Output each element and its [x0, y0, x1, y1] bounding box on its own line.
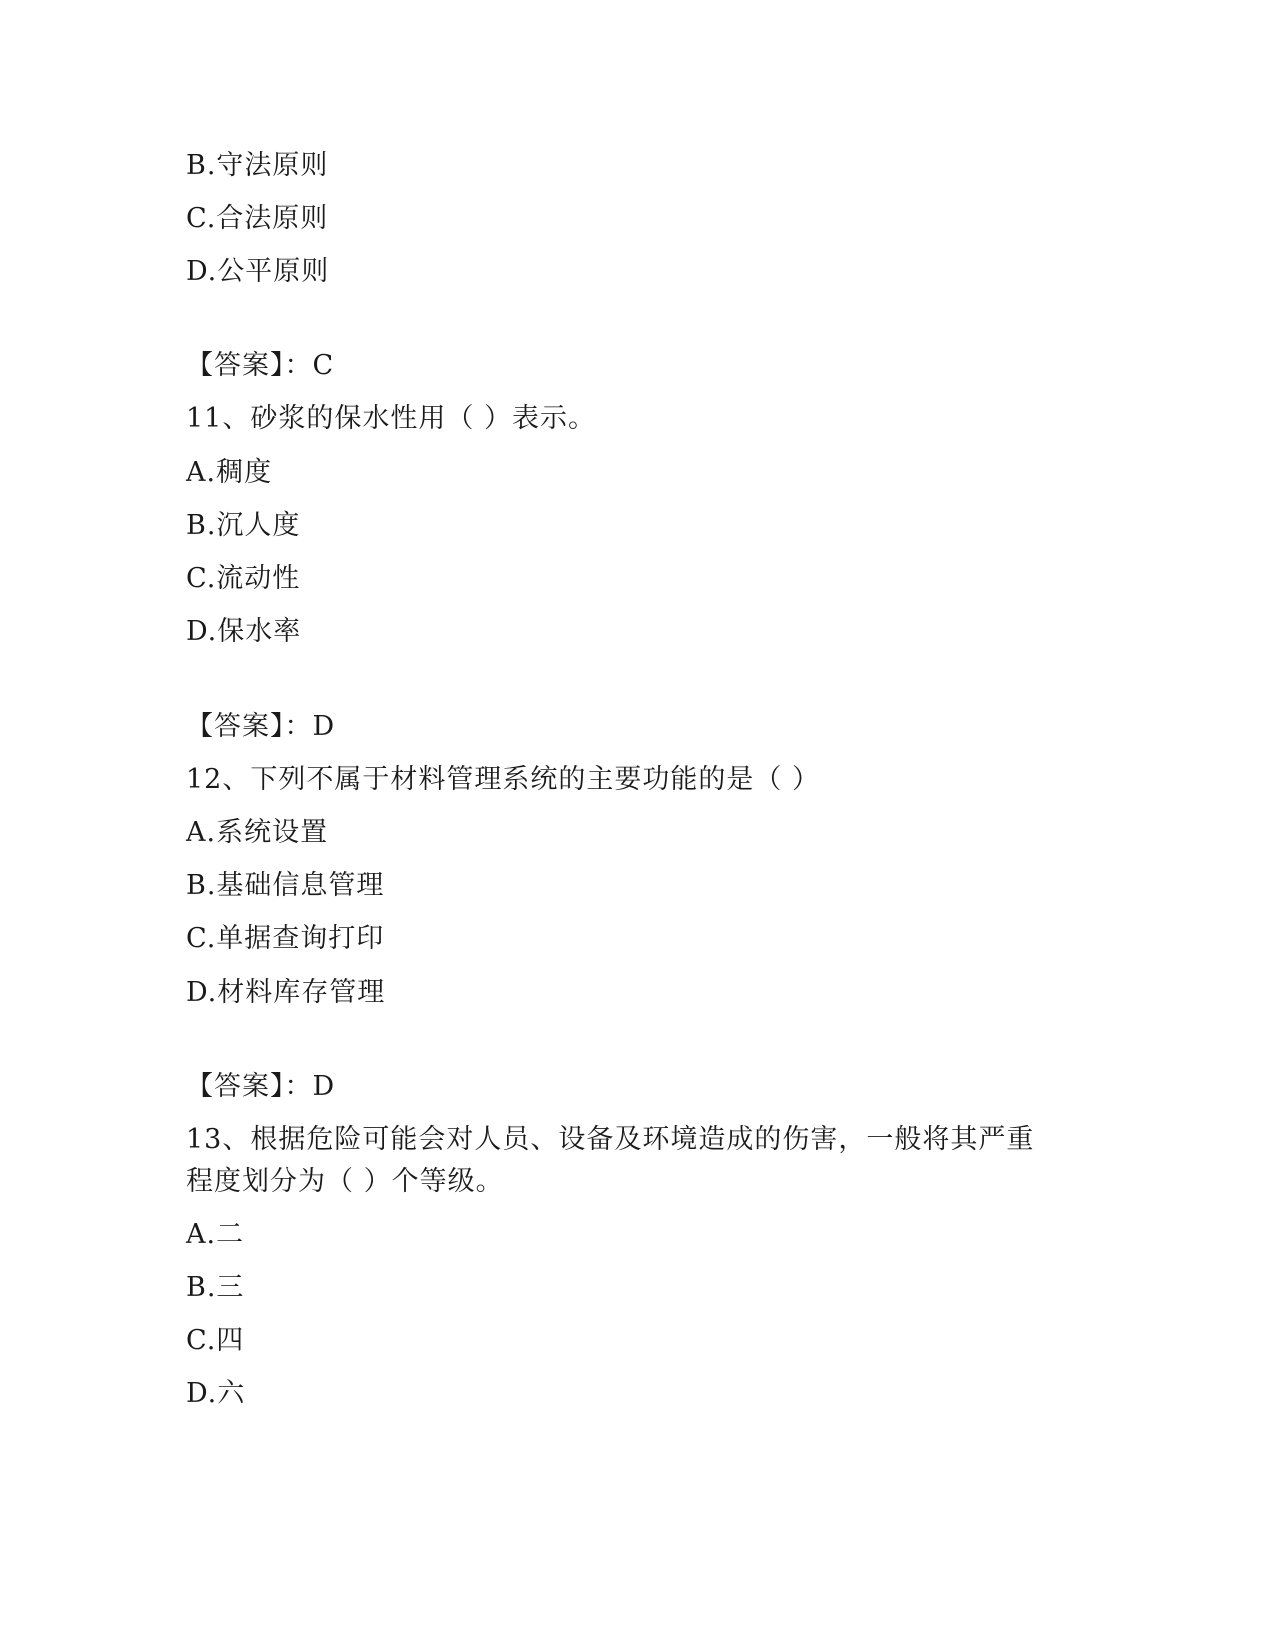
- q13-option-d: D.六: [186, 1378, 246, 1409]
- q11-answer: 【答案】：D: [186, 711, 336, 742]
- q10-option-b: B.守法原则: [186, 150, 329, 181]
- q12-option-a: A.系统设置: [186, 817, 329, 848]
- q11-option-b: B.沉人度: [186, 510, 301, 541]
- q12-answer: 【答案】：D: [186, 1071, 336, 1102]
- q12-option-b: B.基础信息管理: [186, 870, 385, 901]
- q11-question: 11、砂浆的保水性用（ ）表示。: [186, 403, 596, 434]
- q12-option-c: C.单据查询打印: [186, 923, 385, 954]
- q13-question-line-1: 13、根据危险可能会对人员、设备及环境造成的伤害，一般将其严重: [186, 1124, 1035, 1155]
- q10-answer: 【答案】：C: [186, 350, 335, 381]
- q13-option-c: C.四: [186, 1325, 245, 1356]
- q10-option-d: D.公平原则: [186, 256, 330, 287]
- q12-option-d: D.材料库存管理: [186, 977, 386, 1008]
- q13-question-line-2: 程度划分为（ ）个等级。: [186, 1166, 504, 1197]
- q11-option-d: D.保水率: [186, 616, 302, 647]
- q12-question: 12、下列不属于材料管理系统的主要功能的是（ ）: [186, 764, 820, 795]
- q10-option-c: C.合法原则: [186, 203, 329, 234]
- q13-option-b: B.三: [186, 1272, 245, 1303]
- q11-option-c: C.流动性: [186, 563, 301, 594]
- q11-option-a: A.稠度: [186, 457, 273, 488]
- q13-option-a: A.二: [186, 1219, 245, 1250]
